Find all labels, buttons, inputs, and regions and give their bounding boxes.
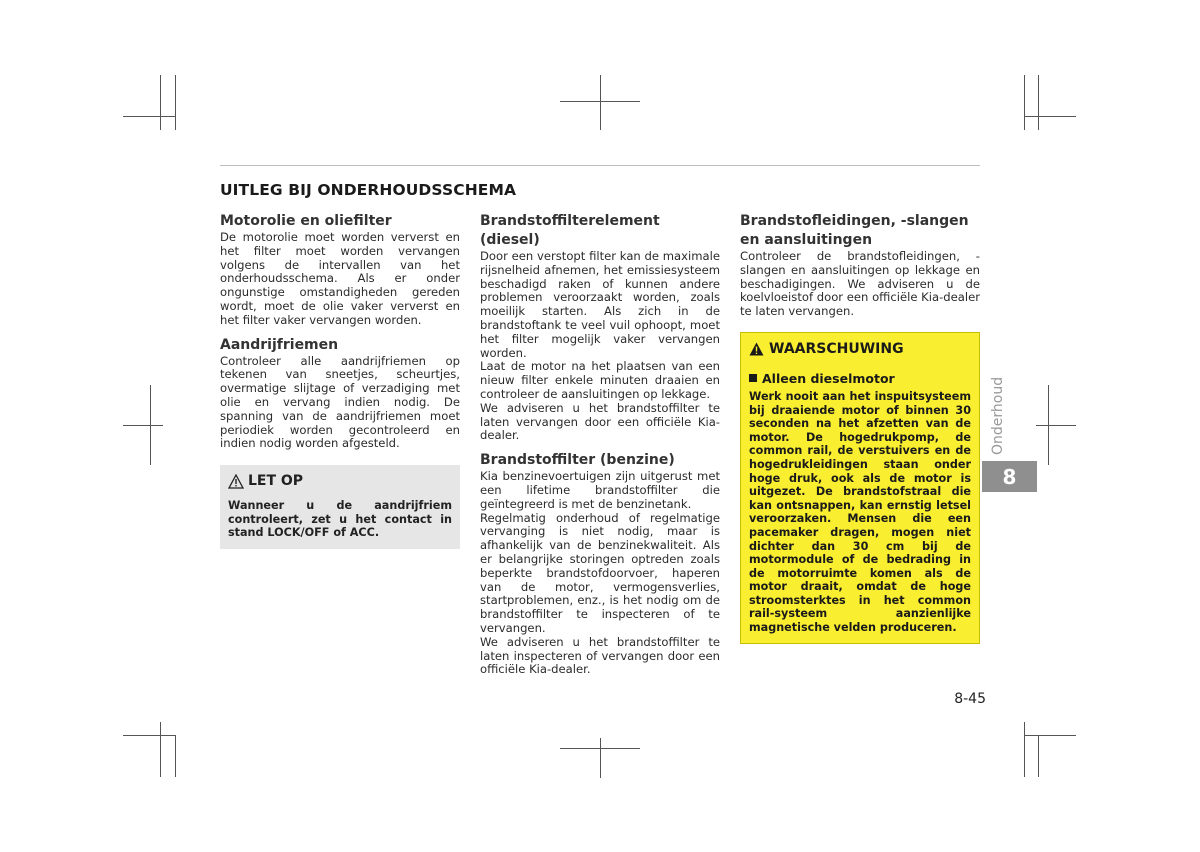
warning-header [749,341,971,357]
paragraph: Controleer de brandstofleidingen, -slangen en aansluitingen op lekkage en beschadigingen. We adviseren u de koelvloeistof door een officiële Kia-dealer te laten vervangen. [740,249,980,319]
caution-icon [228,474,244,489]
warning-subheader [749,371,971,386]
caution-header [228,473,452,489]
bullet-square-icon [749,374,757,382]
paragraph: Door een verstopt filter kan de maximale rijsnelheid afnemen, het emissiesysteem beschadigd raken of kunnen andere problemen veroorzaakt worden, zoals moeilijk starten. Als zich in de brandstoftank te veel vuil ophoopt, moet het filter mogelijk vaker vervangen worden. [480,249,720,360]
crop-mark [600,738,601,778]
page-title: UITLEG BIJ ONDERHOUDSSCHEMA [220,181,517,199]
warning-icon [749,342,764,356]
section-heading-drive-belts: Aandrijfriemen [220,336,339,353]
crop-mark [1038,735,1039,777]
column-right [740,212,980,644]
crop-mark [123,116,175,117]
crop-mark [160,75,161,130]
header-rule [220,165,980,166]
crop-mark [1048,385,1049,465]
page-number: 8-45 [954,691,986,707]
crop-mark [1024,735,1076,736]
warning-box [740,332,980,644]
crop-mark [123,735,175,736]
caution-box [220,465,460,549]
warning-text: Werk nooit aan het inspuitsysteem bij draaiende motor of binnen 30 seconden na het afzetten van de motor. De hogedrukpomp, de common rail, de verstuivers en de hogedrukleidingen staan onder hoge druk, ook als de motor is uitgezet. De brandstofstraal die kan ontsnappen, kan ernstig letsel veroorzaken. Mensen die een pacemaker dragen, mogen niet dichter dan 30 cm bij de motormodule of de bedrading in de motorruimte komen als de motor draait, omdat de hoge stroomsterktes in het common rail-systeem aanzienlijke magnetische velden produceren. [749,389,971,635]
section-heading-fuel-filter-petrol: Brandstoffilter (benzine) [480,452,675,469]
column-middle [480,212,720,677]
paragraph: Regelmatig onderhoud of regelmatige vervanging is niet nodig, maar is afhankelijk van de benzinekwaliteit. Als er belangrijke storingen optreden zoals beperkte brandstofdoorvoer, haperen van de motor, vermogensverlies, startproblemen, enz., is het nodig om de brandstoffilter te inspecteren of te vervangen. [480,510,720,635]
crop-mark [600,75,601,130]
paragraph: We adviseren u het brandstoffilter te laten inspecteren of vervangen door een officiële Kia-dealer. [480,634,720,677]
section-heading-fuel-filter-diesel: Brandstoffilterelement (diesel) [480,213,660,248]
crop-mark [1036,425,1076,426]
section-heading-motor-oil: Motorolie en oliefilter [220,213,392,229]
crop-mark [1038,75,1039,130]
caution-text: Wanneer u de aandrijfriem controleert, zet u het contact in stand LOCK/OFF of ACC. [228,499,452,540]
paragraph: Kia benzinevoertuigen zijn uitgerust met een lifetime brandstoffilter die geïntegreerd is met de benzinetank. [480,469,720,511]
paragraph: We adviseren u het brandstoffilter te laten vervangen door een officiële Kia-dealer. [480,400,720,443]
crop-mark [123,425,163,426]
crop-mark [1024,116,1076,117]
crop-mark [160,722,161,777]
crop-mark [175,75,176,130]
warning-subtitle: Alleen dieselmotor [762,370,895,386]
paragraph: Laat de motor na het plaatsen van een nieuw filter enkele minuten draaien en controleer de aansluitingen op lekkage. [480,359,720,401]
paragraph: Controleer alle aandrijfriemen op tekenen van sneetjes, scheurtjes, overmatige slijtage of verzadiging met olie en vervang indien nodig. De spanning van de aandrijfriemen moet periodiek worden gecontroleerd en indien nodig worden afgesteld. [220,353,460,451]
crop-mark [1024,75,1025,130]
paragraph: De motorolie moet worden ververst en het filter moet worden vervangen volgens de intervallen van het onderhoudsschema. Als er onder ongunstige omstandigheden gereden wordt, moet de olie vaker ververst en het filter vaker vervangen worden. [220,230,460,327]
chapter-side-label: Onderhoud [990,376,1006,455]
caution-title: LET OP [248,473,304,490]
crop-mark [1024,722,1025,777]
section-heading-fuel-lines: Brandstofleidingen, -slangen en aansluitingen [740,213,969,248]
crop-mark [150,385,151,465]
column-left [220,212,460,549]
warning-title: WAARSCHUWING [769,340,904,357]
crop-mark [175,735,176,777]
chapter-tab: 8 [982,461,1037,492]
